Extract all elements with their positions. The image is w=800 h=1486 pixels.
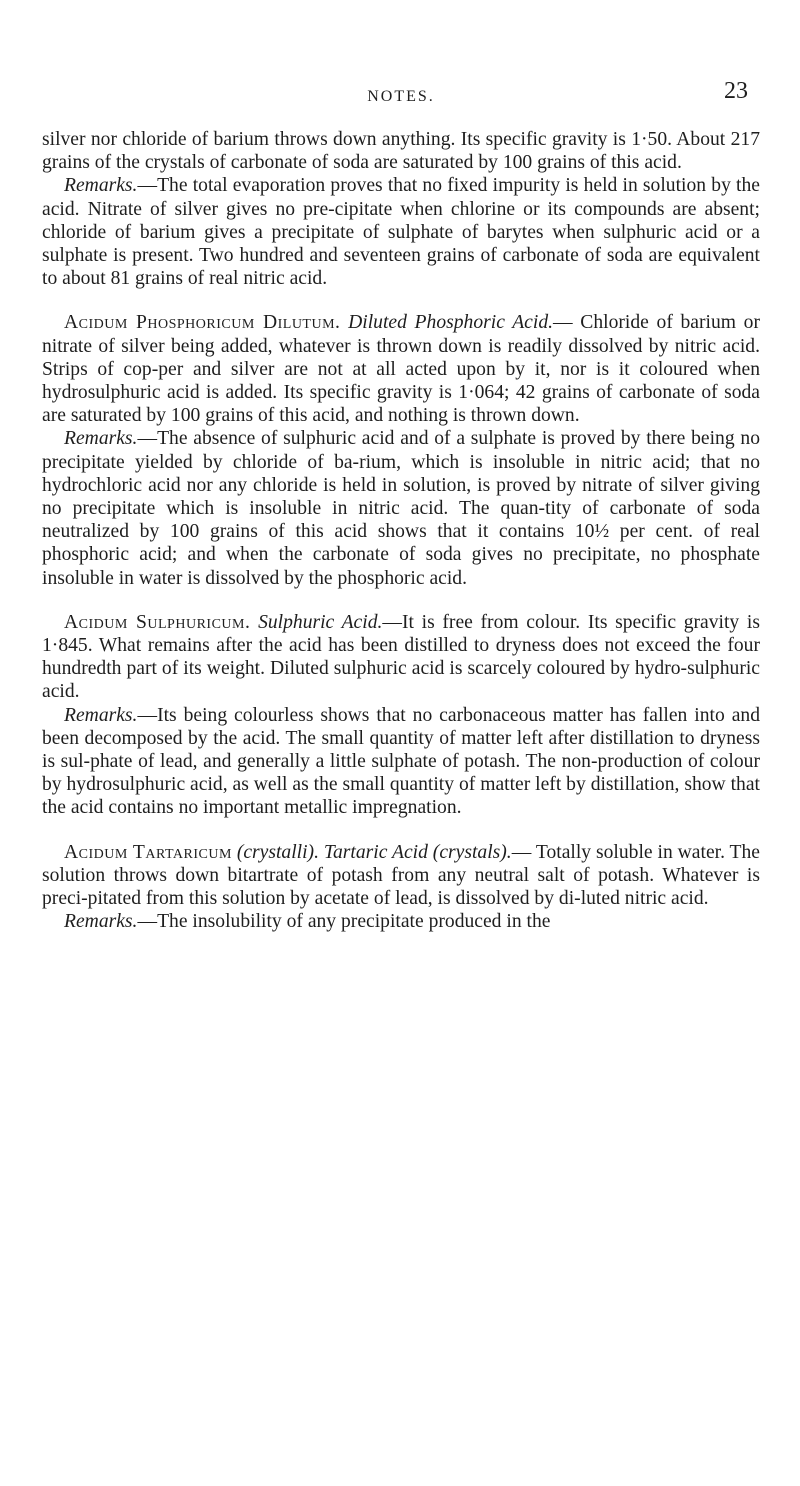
paragraph-sulphuric-remarks [42,704,760,820]
paragraph-text: —Its being colourless shows that no carbonaceous matter has fallen into and been decomposed by the acid. The small quantity of matter left after distillation to dryness is sul-phate of lead, and generally a little sulphate of potash. The non-production of colour by hydrosulphuric acid, as well as the small quantity of matter left by distillation, show that the acid contains no important metallic impregnation. [42,704,760,819]
paragraph-phosphoric-remarks [42,427,760,589]
running-title: NOTES. [367,88,435,105]
remarks-label: Remarks. [64,704,138,726]
entry-phosphoric-acid [42,311,760,427]
entry-latin-note: (crystalli). [236,841,319,863]
entry-english-name: Diluted Phosphoric Acid. [348,312,554,334]
page-number: 23 [724,78,748,104]
paragraph-nitric-remarks [42,174,760,290]
remarks-label: Remarks. [64,428,138,450]
paragraph-nitric-test [42,128,760,174]
running-head [42,76,760,114]
paragraph-text: —The insolubility of any precipitate produced in the [137,911,551,933]
entry-english-name: Tartaric Acid (crystals). [323,841,512,863]
paragraph-text: —The absence of sulphuric acid and of a sulphate is proved by there being no precipitate yielded by chloride of ba-rium, which is insoluble in nitric acid; that no hydrochloric acid nor any chloride is held in solution, is proved by nitrate of silver giving no precipitate which is insoluble in nitric acid. The quan-tity of carbonate of soda neutralized by 100 grains of this acid shows that it contains 10½ per cent. of real phosphoric acid; and when the carbonate of soda gives no precipitate, no phosphate insoluble in water is dissolved by the phosphoric acid. [42,428,760,589]
paragraph-text: —It is free from colour. Its specific gravity is 1·845. What remains after the acid has been distilled to dryness does not exceed the four hundredth part of its weight. Diluted sulphuric acid is scarcely coloured by hydro-sulphuric acid. [42,611,760,703]
book-page [0,76,800,1486]
paragraph-text: — Totally soluble in water. The solution throws down bitartrate of potash from any neutral salt of potash. Whatever is preci-pitated from this solution by acetate of lead, is dissolved by di-luted nitric acid. [42,841,761,910]
entry-sulphuric-acid [42,611,760,704]
paragraph-tartaric-remarks [42,910,760,933]
paragraph-text: — Chloride of barium or nitrate of silver being added, whatever is thrown down is readily dissolved by nitric acid. Strips of cop-per and silver are not at all acted upon by it, nor is it coloured when hydrosulphuric acid is added. Its specific gravity is 1·064; 42 grains of carbonate of soda are saturated by 100 grains of this acid, and nothing is thrown down. [42,312,760,427]
entry-latin-name: Acidum Sulphuricum. [64,611,251,633]
entry-english-name: Sulphuric Acid. [258,611,383,633]
paragraph-text: —The total evaporation proves that no fixed impurity is held in solution by the acid. Nitrate of silver gives no pre-cipitate when chlorine or its compounds are absent; chloride of barium gives a precipitate of sulphate of barytes when sulphuric acid or a sulphate is present. Two hundred and seventeen grains of carbonate of soda are equivalent to about 81 grains of real nitric acid. [42,175,760,290]
entry-latin-name: Acidum Phosphoricum Dilutum. [64,312,341,334]
entry-latin-name: Acidum Tartaricum [64,841,232,863]
paragraph-text: silver nor chloride of barium throws down anything. Its specific gravity is 1·50. About 217 grains of the crystals of carbonate of soda are saturated by 100 grains of this acid. [42,129,760,174]
remarks-label: Remarks. [64,175,138,197]
entry-tartaric-acid [42,841,760,911]
remarks-label: Remarks. [64,911,138,933]
